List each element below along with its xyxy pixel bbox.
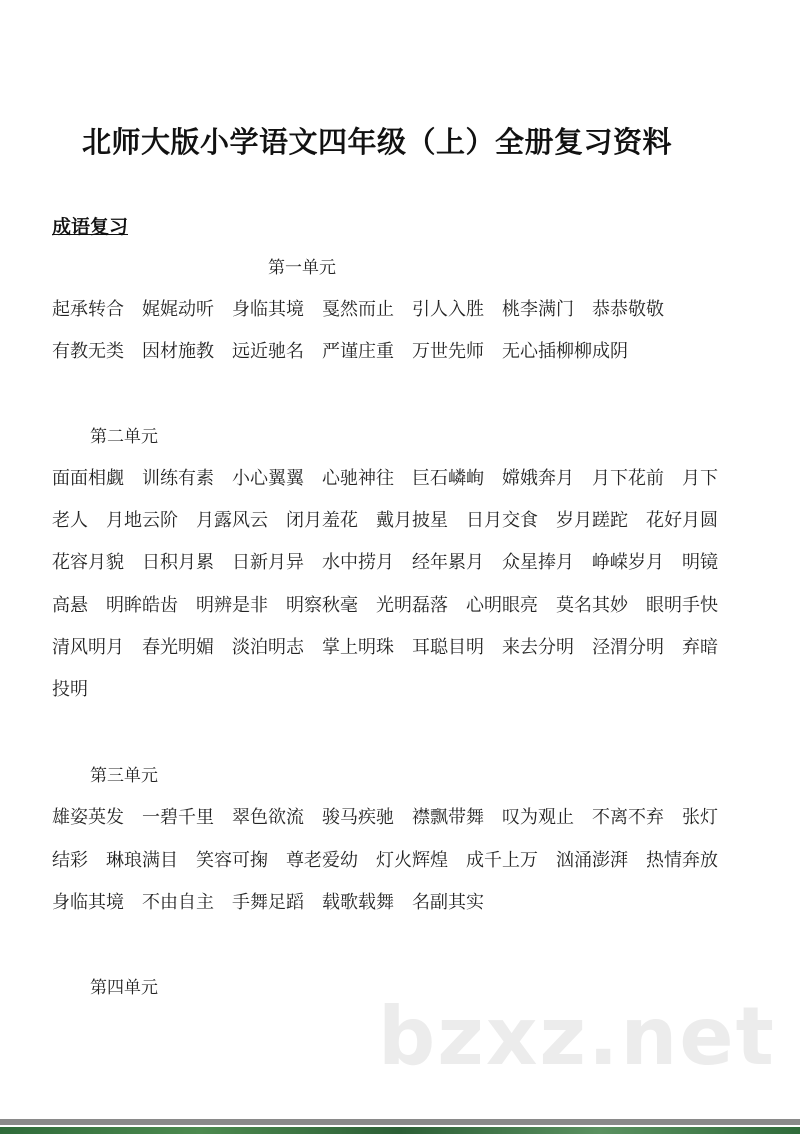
idiom: 耳聪目明	[412, 637, 484, 658]
idiom: 日积月累	[142, 552, 214, 573]
idiom-line	[52, 848, 736, 874]
unit-heading: 第一单元	[268, 258, 336, 278]
idiom: 尊老爱幼	[286, 850, 358, 871]
idiom: 汹涌澎湃	[556, 850, 628, 871]
idiom: 莫名其妙	[556, 595, 628, 616]
idiom: 光明磊落	[376, 595, 448, 616]
idiom: 恭恭敬敬	[592, 299, 664, 320]
idiom: 手舞足蹈	[232, 892, 304, 913]
idiom: 老人	[52, 510, 88, 531]
idiom: 众星捧月	[502, 552, 574, 573]
idiom: 训练有素	[142, 468, 214, 489]
idiom-line	[52, 297, 682, 323]
idiom: 琳琅满目	[106, 850, 178, 871]
idiom: 掌上明珠	[322, 637, 394, 658]
idiom: 载歌载舞	[322, 892, 394, 913]
idiom-line	[52, 339, 646, 365]
idiom: 高悬	[52, 595, 88, 616]
idiom: 淡泊明志	[232, 637, 304, 658]
document-title: 北师大版小学语文四年级（上）全册复习资料	[82, 125, 673, 159]
unit-heading: 第二单元	[90, 427, 158, 447]
idiom: 不由自主	[142, 892, 214, 913]
idiom: 弃暗	[682, 637, 718, 658]
idiom: 心驰神往	[322, 468, 394, 489]
idiom: 无心插柳柳成阴	[502, 341, 628, 362]
idiom: 月下花前	[592, 468, 664, 489]
idiom: 名副其实	[412, 892, 484, 913]
unit-heading: 第三单元	[90, 766, 158, 786]
idiom: 襟飘带舞	[412, 807, 484, 828]
watermark: bzxz.net	[378, 990, 776, 1083]
idiom: 花容月貌	[52, 552, 124, 573]
idiom: 投明	[52, 679, 88, 700]
idiom: 嫦娥奔月	[502, 468, 574, 489]
idiom: 日月交食	[466, 510, 538, 531]
idiom: 戴月披星	[376, 510, 448, 531]
idiom-line	[52, 593, 736, 619]
idiom: 戛然而止	[322, 299, 394, 320]
idiom: 岁月蹉跎	[556, 510, 628, 531]
idiom-line	[52, 677, 106, 703]
idiom: 骏马疾驰	[322, 807, 394, 828]
idiom: 明眸皓齿	[106, 595, 178, 616]
idiom: 桃李满门	[502, 299, 574, 320]
idiom: 叹为观止	[502, 807, 574, 828]
idiom: 引人入胜	[412, 299, 484, 320]
idiom: 眼明手快	[646, 595, 718, 616]
idiom: 泾渭分明	[592, 637, 664, 658]
idiom: 雄姿英发	[52, 807, 124, 828]
unit-heading: 第四单元	[90, 978, 158, 998]
idiom: 身临其境	[52, 892, 124, 913]
idiom: 一碧千里	[142, 807, 214, 828]
idiom-line	[52, 890, 502, 916]
next-page-edge	[0, 1127, 800, 1134]
idiom: 不离不弃	[592, 807, 664, 828]
idiom: 热情奔放	[646, 850, 718, 871]
idiom: 娓娓动听	[142, 299, 214, 320]
idiom: 心明眼亮	[466, 595, 538, 616]
idiom-line	[52, 635, 736, 661]
idiom: 月地云阶	[106, 510, 178, 531]
idiom: 清风明月	[52, 637, 124, 658]
idiom: 水中捞月	[322, 552, 394, 573]
idiom: 结彩	[52, 850, 88, 871]
idiom: 经年累月	[412, 552, 484, 573]
idiom: 花好月圆	[646, 510, 718, 531]
idiom: 万世先师	[412, 341, 484, 362]
idiom: 远近驰名	[232, 341, 304, 362]
idiom: 翠色欲流	[232, 807, 304, 828]
idiom: 面面相觑	[52, 468, 124, 489]
idiom: 明察秋毫	[286, 595, 358, 616]
idiom: 巨石嶙峋	[412, 468, 484, 489]
idiom: 春光明媚	[142, 637, 214, 658]
idiom-line	[52, 805, 736, 831]
idiom-line	[52, 508, 736, 534]
idiom: 闭月羞花	[286, 510, 358, 531]
idiom: 严谨庄重	[322, 341, 394, 362]
idiom: 明辨是非	[196, 595, 268, 616]
idiom: 起承转合	[52, 299, 124, 320]
idiom: 月下	[682, 468, 718, 489]
idiom: 小心翼翼	[232, 468, 304, 489]
idiom: 成千上万	[466, 850, 538, 871]
idiom: 峥嵘岁月	[592, 552, 664, 573]
idiom: 日新月异	[232, 552, 304, 573]
idiom-line	[52, 466, 736, 492]
idiom: 月露风云	[196, 510, 268, 531]
idiom: 笑容可掬	[196, 850, 268, 871]
section-heading: 成语复习	[52, 216, 129, 238]
idiom: 因材施教	[142, 341, 214, 362]
idiom: 有教无类	[52, 341, 124, 362]
idiom: 灯火辉煌	[376, 850, 448, 871]
idiom: 张灯	[682, 807, 718, 828]
idiom: 明镜	[682, 552, 718, 573]
idiom: 身临其境	[232, 299, 304, 320]
idiom-line	[52, 550, 736, 576]
idiom: 来去分明	[502, 637, 574, 658]
